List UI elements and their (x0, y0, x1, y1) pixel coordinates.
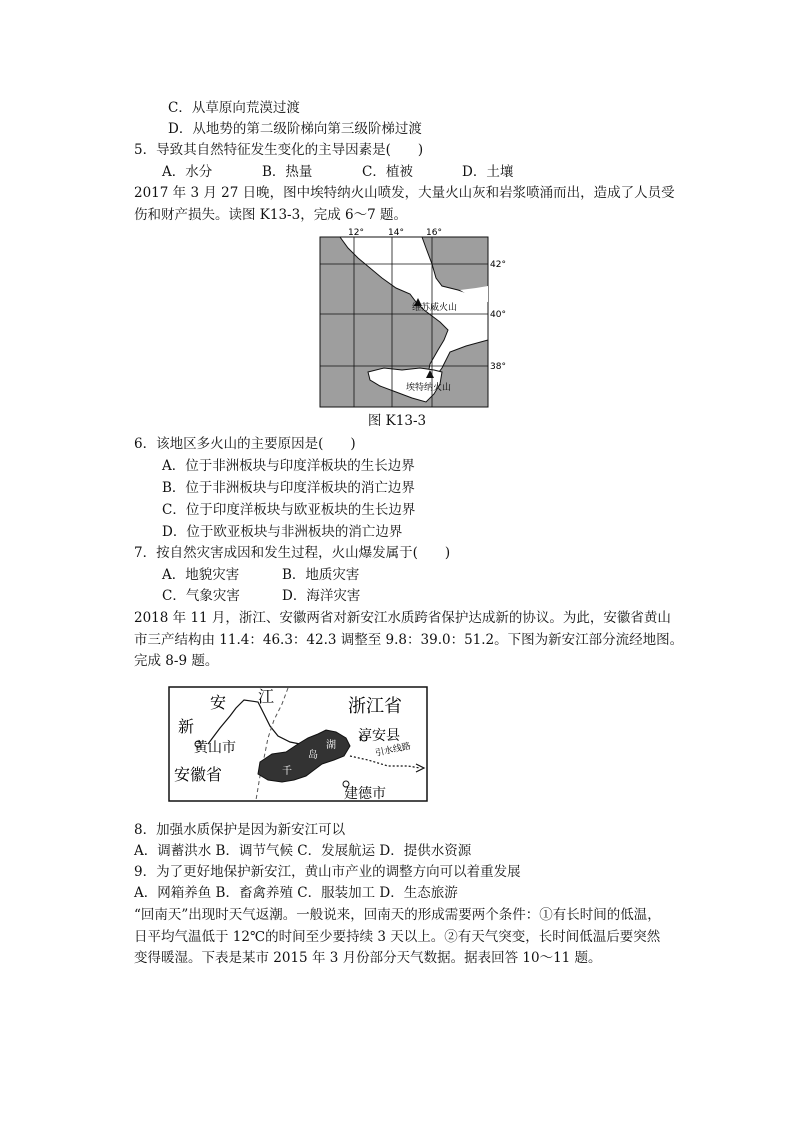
q7-options-row1 (162, 565, 402, 585)
q7-option-b: B．地质灾害 (282, 567, 360, 583)
intro-10-11-line2: 日平均气温低于 12℃的时间至少要持续 3 天以上。②有天气突变，长时间低温后要突然 (134, 929, 661, 945)
q8-stem: 8．加强水质保护是因为新安江可以 (134, 822, 346, 838)
intro-10-11-line1: “回南天”出现时天气返潮。一般说来，回南天的形成需要两个条件：①有长时间的低温， (134, 907, 661, 923)
etna-label: 埃特纳火山 (406, 383, 452, 393)
lat-label-38: 38° (490, 362, 506, 372)
q9-options: A．网箱养鱼 B．畜禽养殖 C．服装加工 D．生态旅游 (134, 885, 458, 901)
q4-option-c: C．从草原向荒漠过渡 (168, 100, 300, 116)
lat-label-42: 42° (490, 260, 506, 270)
q7-stem: 7．按自然灾害成因和发生过程，火山爆发属于( ) (134, 545, 451, 561)
q6-stem: 6．该地区多火山的主要原因是( ) (134, 436, 356, 452)
label-lake-1: 千 (282, 766, 292, 777)
label-an: 安 (210, 693, 227, 712)
q8-options: A．调蓄洪水 B．调节气候 C．发展航运 D．提供水资源 (134, 843, 472, 859)
map1-caption: 图 K13-3 (367, 413, 427, 429)
q5-options (162, 162, 562, 182)
q5-option-b: B．热量 (262, 164, 313, 180)
vesuvius-label: 维苏威火山 (412, 303, 458, 313)
q5-option-c: C．植被 (362, 164, 413, 180)
intro-6-7-line2: 伤和财产损失。读图 K13-3，完成 6～7 题。 (134, 207, 407, 223)
lon-label-12: 12° (348, 228, 364, 238)
intro-6-7-line1: 2017 年 3 月 27 日晚，图中埃特纳火山喷发，大量火山灰和岩浆喷涌而出，造成了人员受 (134, 185, 675, 201)
lon-label-14: 14° (388, 228, 404, 238)
label-aqueduct: 引水线路 (374, 741, 412, 759)
q5-stem: 5．导致其自然特征发生变化的主导因素是( ) (134, 142, 424, 158)
q6-option-c: C．位于印度洋板块与欧亚板块的生长边界 (162, 502, 416, 518)
label-anhui: 安徽省 (174, 765, 223, 784)
q7-option-d: D．海洋灾害 (282, 588, 361, 604)
q4-option-d: D．从地势的第二级阶梯向第三级阶梯过渡 (168, 121, 422, 137)
intro-8-9-line2: 市三产结构由 11.4：46.3：42.3 调整至 9.8：39.0：51.2。下图为新安江部分流经地图。 (134, 632, 684, 648)
intro-8-9-line3: 完成 8-9 题。 (134, 653, 219, 669)
label-lake-3: 湖 (326, 740, 336, 751)
label-huangshan: 黄山市 (194, 740, 236, 756)
q5-option-d: D．土壤 (462, 164, 514, 180)
q7-option-a: A．地貌灾害 (162, 567, 240, 583)
intro-8-9-line1: 2018 年 11 月，浙江、安徽两省对新安江水质跨省保护达成新的协议。为此，安徽省黄山 (134, 610, 671, 626)
label-jiang: 江 (258, 687, 275, 706)
label-xin: 新 (178, 717, 195, 736)
q6-option-a: A．位于非洲板块与印度洋板块的生长边界 (162, 458, 415, 474)
lat-label-40: 40° (490, 310, 506, 320)
map-xinanjiang (168, 686, 428, 804)
q7-options-row2 (162, 586, 402, 606)
label-chunan: 淳安县 (358, 728, 400, 744)
q7-option-c: C．气象灾害 (162, 588, 240, 604)
q6-option-b: B．位于非洲板块与印度洋板块的消亡边界 (162, 480, 415, 496)
label-zhejiang: 浙江省 (348, 696, 402, 717)
lon-label-16: 16° (426, 228, 442, 238)
label-jiande: 建德市 (344, 786, 386, 802)
q6-option-d: D．位于欧亚板块与非洲板块的消亡边界 (162, 524, 403, 540)
q5-option-a: A．水分 (162, 164, 213, 180)
q9-stem: 9．为了更好地保护新安江，黄山市产业的调整方向可以着重发展 (134, 864, 521, 880)
label-lake-2: 岛 (308, 750, 318, 761)
intro-10-11-line3: 变得暖湿。下表是某市 2015 年 3 月份部分天气数据。据表回答 10～11 题。 (134, 950, 602, 966)
map-k13-3 (316, 226, 516, 412)
